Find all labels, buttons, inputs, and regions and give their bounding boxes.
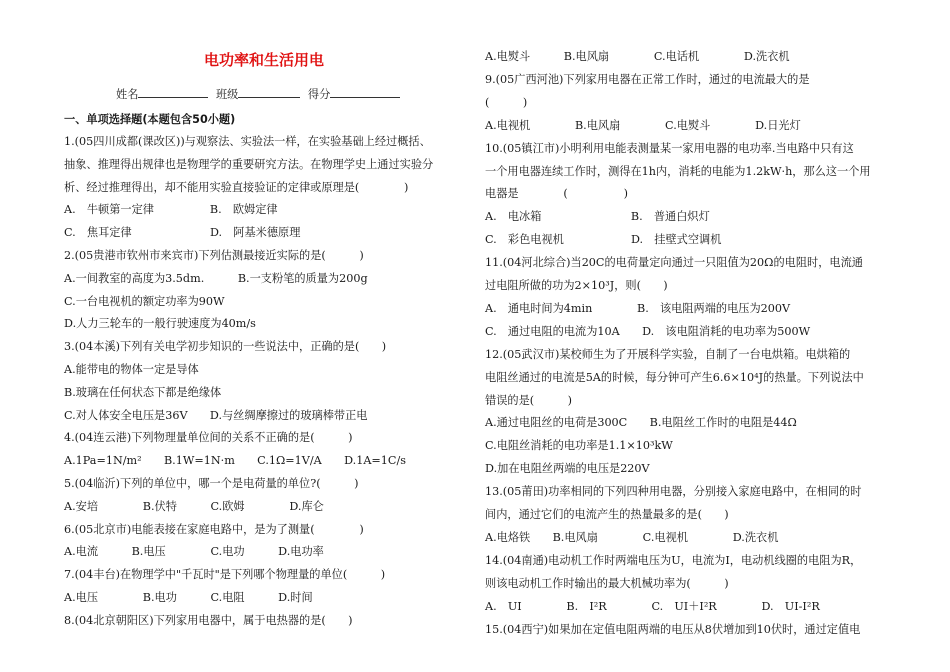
question-line: 10.(05镇江市)小明利用电能表测量某一家用电器的电功率.当电路中只有这 — [485, 141, 854, 155]
question-line: 11.(04河北综合)当20C的电荷量定向通过一只阻值为20Ω的电阻时，电流通 — [485, 256, 863, 270]
question-line: D.加在电阻丝两端的电压是220V — [485, 462, 650, 476]
question-line: 一个用电器连续工作时，测得在1h内，消耗的电能为1.2kW·h，那么这一个用 — [485, 164, 871, 178]
question-line: C. 通过电阻的电流为10A D. 该电阻消耗的电功率为500W — [485, 324, 811, 338]
question-line: A.电熨斗 B.电风扇 C.电话机 D.洗衣机 — [485, 50, 790, 63]
question-line: 错误的是( ) — [485, 393, 573, 407]
question-line: A. 通电时间为4min B. 该电阻两端的电压为200V — [485, 301, 791, 315]
question-line: 6.(05北京市)电能表接在家庭电路中，是为了测量( ) — [64, 522, 364, 536]
question-line: 12.(05武汉市)某校师生为了开展科学实验，自制了一台电烘箱。电烘箱的 — [485, 347, 851, 361]
question-line: A.安培 B.伏特 C.欧姆 D.库仑 — [64, 499, 324, 513]
question-line: 5.(04临沂)下列的单位中，哪一个是电荷量的单位?( ) — [64, 477, 359, 490]
question-line: 9.(05广西河池)下列家用电器在正常工作时，通过的电流最大的是 — [485, 72, 810, 86]
question-line: 15.(04西宁)如果加在定值电阻两端的电压从8伏增加到10伏时，通过定值电 — [485, 622, 861, 636]
question-line: 4.(04连云港)下列物理量单位间的关系不正确的是( ) — [64, 431, 353, 445]
question-line: A. 牛顿第一定律 B. 欧姆定律 — [64, 203, 278, 217]
class-blank[interactable] — [238, 87, 300, 98]
name-blank[interactable] — [138, 87, 208, 98]
question-line: A.能带电的物体一定是导体 — [64, 363, 199, 376]
question-line: A.通过电阻丝的电荷是300C B.电阻丝工作时的电阻是44Ω — [485, 416, 797, 430]
question-line: 则该电动机工作时输出的最大机械功率为( ) — [485, 576, 729, 590]
question-line: C. 彩色电视机 D. 挂壁式空调机 — [485, 233, 722, 247]
question-line: D.人力三轮车的一般行驶速度为40m/s — [64, 317, 256, 331]
class-label: 班级 — [215, 88, 239, 101]
question-line: 析、经过推理得出，却不能用实验直接验证的定律或原理是( ) — [64, 180, 409, 194]
question-line: 7.(04丰台)在物理学中"千瓦时"是下列哪个物理量的单位( ) — [64, 568, 386, 582]
page-title: 电功率和生活用电 — [203, 51, 324, 69]
question-line: A.1Pa=1N/m² B.1W=1N·m C.1Ω=1V/A D.1A=1C/s — [64, 454, 406, 468]
question-line: C.电阻丝消耗的电功率是1.1×10³kW — [485, 439, 673, 453]
section-heading: 一、单项选择题(本题包含50小题) — [64, 113, 236, 126]
question-line: A.电视机 B.电风扇 C.电熨斗 D.日光灯 — [485, 118, 801, 132]
score-blank[interactable] — [330, 87, 400, 98]
question-line: A.电压 B.电功 C.电阻 D.时间 — [64, 591, 313, 604]
question-line: 8.(04北京朝阳区)下列家用电器中，属于电热器的是( ) — [64, 613, 353, 627]
question-line: A. 电冰箱 B. 普通白炽灯 — [485, 210, 710, 224]
question-line: C. 焦耳定律 D. 阿基米德原理 — [64, 226, 301, 240]
header-fields — [116, 87, 400, 102]
question-line: 电器是 ( ) — [485, 187, 628, 201]
question-line: 13.(05莆田)功率相同的下列四种用电器，分别接入家庭电路中，在相同的时 — [485, 485, 862, 499]
question-line: 14.(04南通)电动机工作时两端电压为U，电流为I，电动机线圈的电阻为R， — [485, 553, 862, 567]
question-line: 抽象、推理得出规律也是物理学的重要研究方法。在物理学史上通过实验分 — [64, 157, 434, 171]
question-line: 1.(05四川成都(课改区))与观察法、实验法一样，在实验基础上经过概括、 — [64, 135, 431, 148]
question-line: 2.(05贵港市钦州市来宾市)下列估测最接近实际的是( ) — [64, 249, 364, 262]
name-label: 姓名 — [116, 88, 139, 101]
question-line: B.玻璃在任何状态下都是绝缘体 — [64, 385, 222, 399]
score-label: 得分 — [307, 88, 331, 101]
question-line: ( ) — [485, 95, 528, 109]
question-line: A.一间教室的高度为3.5dm. B.一支粉笔的质量为200g — [64, 271, 368, 285]
question-line: C.对人体安全电压是36V D.与丝绸摩擦过的玻璃棒带正电 — [64, 408, 368, 422]
question-line: 3.(04本溪)下列有关电学初步知识的一些说法中，正确的是( ) — [64, 340, 387, 354]
question-line: A. UI B. I²R C. UI＋I²R D. UI-I²R — [485, 599, 820, 613]
question-line: 电阻丝通过的电流是5A的时候，每分钟可产生6.6×10⁴J的热量。下列说法中 — [485, 370, 864, 384]
question-line: 过电阻所做的功为2×10³J，则( ) — [485, 279, 668, 292]
question-line: 间内，通过它们的电流产生的热量最多的是( ) — [485, 508, 729, 521]
question-line: A.电烙铁 B.电风扇 C.电视机 D.洗衣机 — [485, 530, 779, 544]
question-line: C.一台电视机的额定功率为90W — [64, 294, 225, 308]
question-line: A.电流 B.电压 C.电功 D.电功率 — [64, 545, 324, 559]
